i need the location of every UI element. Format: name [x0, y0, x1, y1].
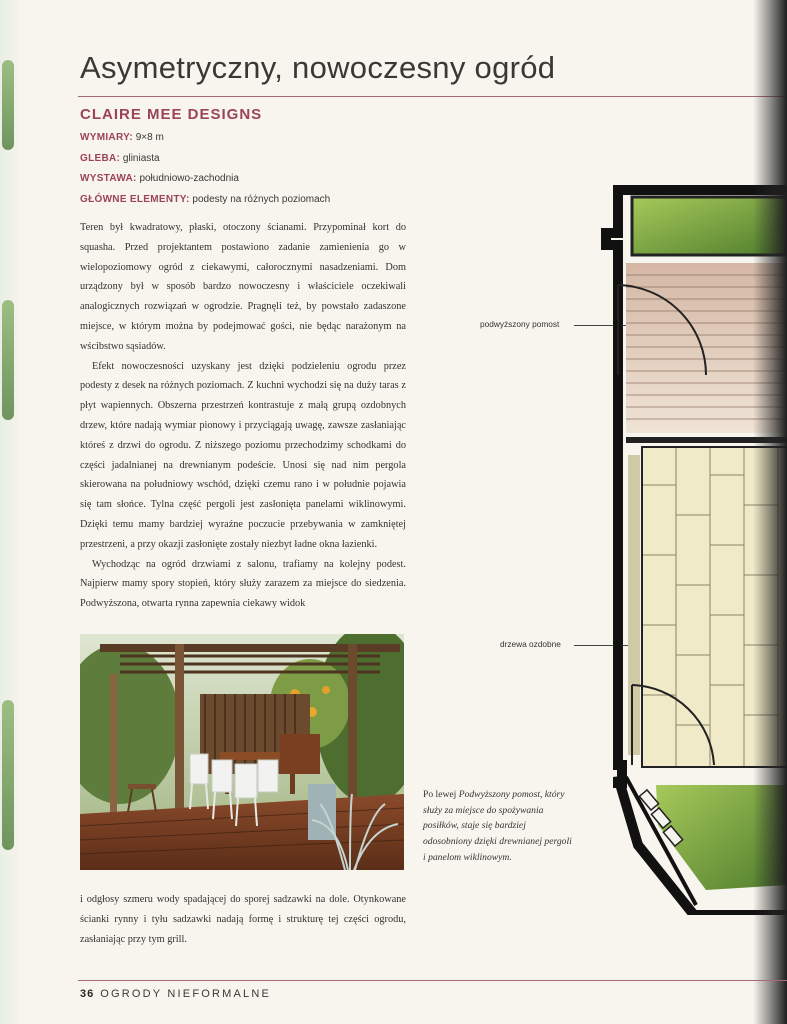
spec-value: 9×8 m [135, 132, 164, 143]
spec-key: WYMIARY: [80, 132, 133, 143]
spec-value: gliniasta [122, 152, 160, 164]
article-body-column [80, 218, 406, 608]
article-body-continuation [80, 890, 406, 958]
garden-photo [80, 634, 404, 870]
foliage-decoration [2, 300, 14, 420]
plan-label-trees: drzewa ozdobne [500, 639, 561, 649]
spec-key: WYSTAWA: [80, 173, 137, 184]
foliage-decoration [2, 60, 14, 150]
spec-value: południowo-zachodnia [139, 173, 239, 184]
spec-item [80, 169, 330, 190]
paragraph: Efekt nowoczesności uzyskany jest dzięki podzieleniu ogrodu przez podesty z desek na różnych poziomach. Z kuchni wychodzi się na duży taras z płyt wapiennych. Obszerna przestrzeń kontrastuje z małą grupą ozdobnych drzew, które nadają wymiar pionowy i przyciągają uwagę, zawsze zasłaniając któreś z drzwi do ogrodu. Z niższego poziomu przechodzimy schodkami do części jadalnianej na drewnianym podeście. Unosi się nad nim pergola skierowana na południowy wschód, dzięki czemu rano i w południe pojawia się tam słońce. Tylna część pergoli jest zasłonięta panelami wiklinowymi. Dzięki temu mamy bardziej wyraźne poczucie przebywania w zamkniętej przestrzeni, a przy okazji zasłonięte zostały niezbyt ładne okna łazienki. [80, 360, 406, 550]
page-title: Asymetryczny, nowoczesny ogród [80, 50, 556, 85]
adjacent-page-edge [0, 0, 18, 1024]
photo-caption [423, 787, 573, 866]
page-fold-shadow [753, 0, 787, 1024]
page-number: 36 [80, 988, 95, 1000]
foliage-decoration [2, 700, 14, 850]
paragraph: Teren był kwadratowy, płaski, otoczony ścianami. Przypominał kort do squasha. Przed projektantem postawiono zadanie zamienienia go w wielopoziomowy ogród z ciekawymi, całorocznymi nasadzeniami. Dom urządzony był w sposób bardzo nowoczesny i właściciele oczekiwali analogicznych rozwiązań w ogrodzie. Pragnęli też, by powstało zadaszone miejsce, w którym można by podejmować gości, nie będąc narażonym na wścibstwo sąsiadów. [80, 222, 406, 352]
title-divider [78, 96, 787, 97]
section-name: OGRODY NIEFORMALNE [100, 988, 272, 1000]
spec-value: podesty na różnych poziomach [192, 193, 331, 205]
spec-key: GŁÓWNE ELEMENTY: [80, 193, 190, 205]
spec-list [80, 128, 330, 210]
pergola-deck-illustration [80, 634, 404, 870]
paragraph: Wychodząc na ogród drzwiami z salonu, trafiamy na kolejny podest. Najpierw mamy spory stopień, który służy zarazem za miejsce do siedzenia. Podwyższona, otwarta rynna zapewnia ciekawy widok [80, 558, 406, 608]
caption-lead: Po lewej [423, 789, 457, 800]
page-footer [80, 988, 271, 1000]
footer-divider [78, 980, 787, 981]
paragraph: i odgłosy szmeru wody spadającej do sporej sadzawki na dole. Otynkowane ścianki rynny i tyłu sadzawki nadają formę i strukturę tej części ogrodu, zasłaniając przy tym grill. [80, 894, 406, 945]
caption-text: Podwyższony pomost, który służy za miejsce do spożywania posiłków, staje się bardziej odosobniony dzięki drewnianej pergoli i panelom wiklinowym. [423, 789, 572, 863]
spec-item [80, 190, 330, 211]
designer-name: CLAIRE MEE DESIGNS [80, 106, 263, 123]
plan-label-platform: podwyższony pomost [480, 319, 560, 329]
spec-item [80, 128, 330, 149]
spec-key: GLEBA: [80, 152, 121, 164]
spec-item [80, 149, 330, 170]
